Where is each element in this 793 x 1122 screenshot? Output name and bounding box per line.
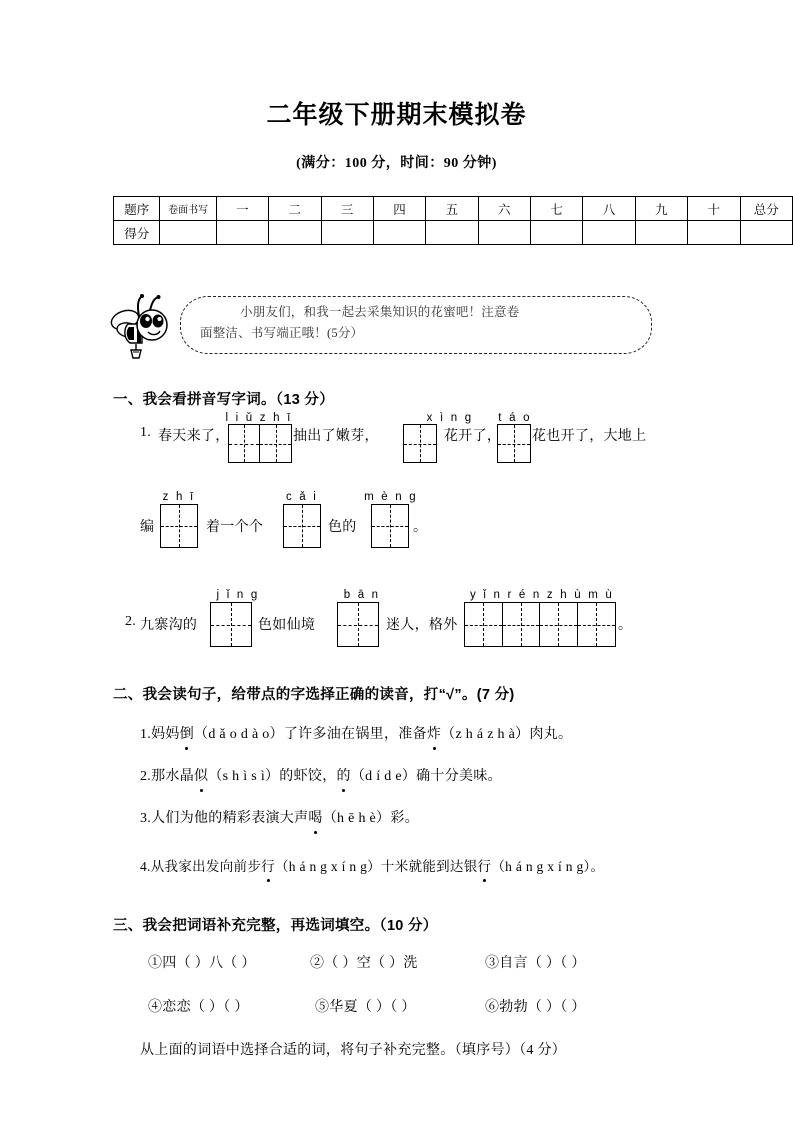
section-two-line-2 [140,765,502,785]
line-3-text-a: 人们为他的精彩表演大声 [151,811,309,826]
section-heading-two: 二、我会读句子，给带点的字选择正确的读音，打“√”。(7 分) [113,687,515,703]
section-two-line-1 [140,723,572,743]
line-2-dot-char-a: 似 [194,765,208,785]
pinyin-jing: j ǐ n g [216,589,260,601]
word-row-2-item-1[interactable]: ④恋恋（ ）（ ） [148,1000,249,1015]
question-1b-text-d: 。 [413,520,428,535]
column-header-handwriting: 卷面书写 [160,197,216,221]
pinyin-liu-zhi: l i ǔ z h ī [225,412,293,424]
question-1b-text-a: 编 [140,520,155,535]
pinyin-tao: t á o [498,412,532,424]
question-2-text-b: 色如仙境 [258,618,316,633]
score-cell-9[interactable] [635,221,687,245]
question-1b-text-c: 色的 [328,520,357,535]
section-heading-one: 一、我会看拼音写字词。（13 分） [113,392,335,408]
score-cell-1[interactable] [216,221,268,245]
column-header-8: 八 [583,197,635,221]
line-1-text-a: 妈妈 [151,727,180,742]
score-table [113,196,793,245]
line-4-number: 4. [140,859,151,874]
word-row-1-item-1[interactable]: ①四（ ）八（ ） [148,956,256,971]
writing-box-zhi[interactable] [160,504,198,548]
speech-bubble-line-1: 小朋友们，和我一起去采集知识的花蜜吧！注意卷 [240,305,520,319]
writing-box-jing[interactable] [210,602,252,647]
line-2-text-c: （d í d e）确十分美味。 [350,769,502,784]
score-cell-handwriting[interactable] [160,221,216,245]
writing-box-cai[interactable] [283,504,321,548]
section-two-line-3 [140,807,419,827]
row-label-question-order: 题序 [114,197,160,221]
score-cell-3[interactable] [321,221,373,245]
column-header-2: 二 [269,197,321,221]
writing-box-yin-ren-zhu-mu[interactable] [464,602,616,647]
writing-box-liu-zhi[interactable] [228,424,292,463]
pinyin-ban: b ā n [343,589,381,601]
question-1-text-b: 抽出了嫩芽， [293,429,379,444]
column-header-6: 六 [478,197,530,221]
section-three-instruction: 从上面的词语中选择合适的词，将句子补充完整。（填序号）（4 分） [140,1043,567,1058]
score-cell-5[interactable] [426,221,478,245]
line-2-dot-char-b: 的 [337,765,351,785]
score-cell-10[interactable] [688,221,740,245]
column-header-7: 七 [531,197,583,221]
question-2-text-a: 九寨沟的 [140,618,198,633]
score-cell-total[interactable] [740,221,793,245]
line-4-text-b: （h á n g x í n g）十米就能到达银 [274,859,478,874]
speech-bubble-line-2: 面整洁、书写端正哦！(5分） [200,326,364,340]
line-2-number: 2. [140,769,152,784]
column-header-9: 九 [635,197,687,221]
line-3-dot-char-a: 喝 [308,807,322,827]
writing-box-tao[interactable] [497,424,531,463]
word-row-2-item-3[interactable]: ⑥勃勃（ ）（ ） [485,1000,586,1015]
line-3-number: 3. [140,811,152,826]
score-cell-8[interactable] [583,221,635,245]
column-header-3: 三 [321,197,373,221]
page-title: 二年级下册期末模拟卷 [266,101,527,129]
line-4-text-a: 从我家出发向前步 [150,859,262,874]
score-cell-7[interactable] [531,221,583,245]
line-1-dot-char-a: 倒 [180,723,194,743]
score-cell-2[interactable] [269,221,321,245]
column-header-5: 五 [426,197,478,221]
line-2-text-a: 那水晶 [151,769,195,784]
line-4-dot-char-b: 行 [478,855,492,875]
question-1b-text-b: 着一个个 [206,520,264,535]
bee-icon [108,294,180,360]
writing-box-meng[interactable] [371,504,409,548]
line-2-text-b: （s h ì s ì）的虾饺， [208,769,337,784]
line-1-text-b: （d ǎ o d à o）了许多油在锅里，准备 [194,727,427,742]
pinyin-zhi: z h ī [162,491,196,503]
word-row-1-item-2[interactable]: ②（ ）空（ ）洗 [310,956,418,971]
pinyin-cai: c ǎ i [285,491,319,503]
question-2-text-d: 。 [618,618,633,633]
word-row-2-item-2[interactable]: ⑤华夏（ ）（ ） [315,1000,416,1015]
table-row-scores [114,221,793,245]
line-1-number: 1. [140,727,152,742]
column-header-10: 十 [688,197,740,221]
column-header-4: 四 [373,197,425,221]
question-1-text-c: 花开了， [444,429,502,444]
row-label-score: 得分 [114,221,160,245]
line-1-text-c: （z h á z h à）肉丸。 [441,727,573,742]
column-header-1: 一 [216,197,268,221]
table-row-header [114,197,793,221]
word-row-1-item-3[interactable]: ③自言（ ）（ ） [485,956,586,971]
question-2-text-c: 迷人，格外 [386,618,458,633]
page-subtitle: (满分：100 分，时间：90 分钟) [296,156,497,171]
question-1-number: 1. [140,425,152,440]
line-1-dot-char-b: 炸 [427,723,441,743]
writing-box-xing[interactable] [403,424,437,463]
score-cell-4[interactable] [373,221,425,245]
section-two-line-4 [140,855,604,875]
speech-bubble-text [196,302,644,344]
question-2-number: 2. [125,614,137,629]
column-header-total: 总分 [740,197,793,221]
line-3-text-b: （h ē h è）彩。 [322,811,419,826]
question-1-text-a: 春天来了， [158,429,230,444]
question-1-text-d: 花也开了，大地上 [532,429,647,444]
line-4-text-c: （h á n g x í n g）。 [491,859,605,874]
score-cell-6[interactable] [478,221,530,245]
pinyin-yin-ren-zhu-mu: y ǐ n r é n z h ù m ù [470,589,614,601]
section-heading-three: 三、我会把词语补充完整，再选词填空。（10 分） [113,918,438,934]
mascot-block [100,292,680,364]
line-4-dot-char-a: 行 [261,855,275,875]
writing-box-ban[interactable] [337,602,379,647]
pinyin-meng: m è n g [364,491,418,503]
pinyin-xing: x ì n g [426,412,474,424]
